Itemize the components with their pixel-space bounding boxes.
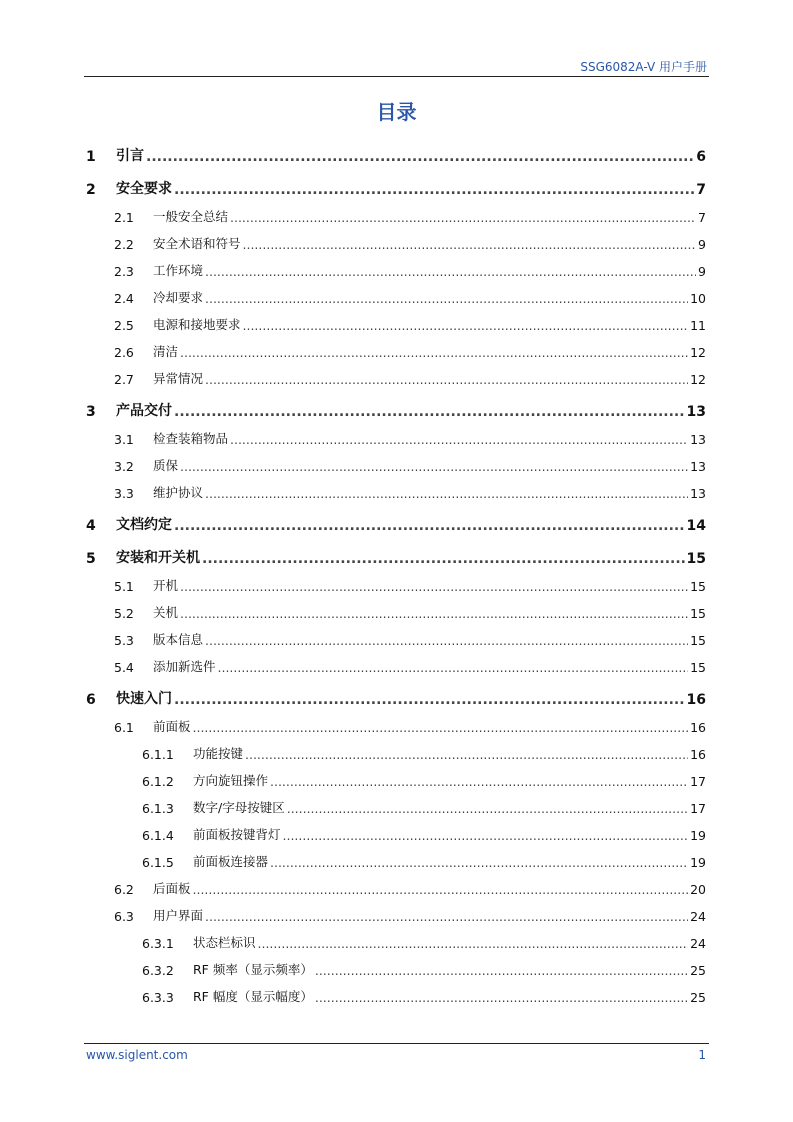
toc-entry-page: 12 <box>690 372 706 387</box>
toc-entry-page: 15 <box>690 606 706 621</box>
toc-dot-leader <box>218 660 689 675</box>
toc-entry-page: 19 <box>690 855 706 870</box>
toc-dot-leader <box>205 633 688 648</box>
toc-entry-title: 产品交付 <box>116 403 172 419</box>
toc-entry[interactable] <box>86 541 706 567</box>
toc-dot-leader <box>315 963 688 978</box>
toc-entry-number: 6.3.3 <box>142 990 174 1005</box>
toc-entry-page: 15 <box>686 551 706 567</box>
toc-entry-page: 13 <box>690 459 706 474</box>
toc-entry-number: 6.3.1 <box>142 936 174 951</box>
toc-entry-page: 16 <box>690 747 706 762</box>
toc-entry[interactable] <box>86 475 706 501</box>
toc-entry-page: 17 <box>690 801 706 816</box>
toc-dot-leader <box>230 210 696 225</box>
toc-entry[interactable] <box>86 226 706 252</box>
toc-entry-title: 异常情况 <box>153 371 204 386</box>
toc-entry[interactable] <box>86 172 706 198</box>
toc-entry-page: 13 <box>690 432 706 447</box>
toc-entry-page: 13 <box>690 486 706 501</box>
toc-entry[interactable] <box>86 199 706 225</box>
toc-entry-title: 前面板按键背灯 <box>193 827 281 842</box>
toc-entry-title: 方向旋钮操作 <box>193 773 269 788</box>
toc-dot-leader <box>230 432 688 447</box>
toc-entry[interactable] <box>86 253 706 279</box>
toc-entry-number: 2.3 <box>114 264 134 279</box>
header-divider <box>84 76 709 77</box>
toc-entry-number: 2.2 <box>114 237 134 252</box>
toc-entry-number: 6.1 <box>114 720 134 735</box>
toc-entry[interactable] <box>86 682 706 708</box>
toc-entry-number: 4 <box>86 518 96 534</box>
toc-dot-leader <box>205 264 696 279</box>
toc-dot-leader <box>205 486 688 501</box>
toc-entry-page: 10 <box>690 291 706 306</box>
toc-dot-leader <box>243 237 697 252</box>
toc-entry-page: 17 <box>690 774 706 789</box>
toc-entry-number: 3.1 <box>114 432 134 447</box>
toc-entry-number: 6.1.2 <box>142 774 174 789</box>
toc-entry-title: 维护协议 <box>153 485 204 500</box>
toc-entry-title: 安全术语和符号 <box>153 236 241 251</box>
toc-entry-page: 24 <box>690 909 706 924</box>
toc-dot-leader <box>146 149 694 165</box>
toc-dot-leader <box>180 579 688 594</box>
toc-entry-title: 快速入门 <box>116 691 172 707</box>
toc-entry-number: 3.2 <box>114 459 134 474</box>
toc-dot-leader <box>205 372 688 387</box>
toc-entry-title: 检查装箱物品 <box>153 431 229 446</box>
table-of-contents <box>86 132 706 1005</box>
toc-entry-title: 质保 <box>153 458 179 473</box>
toc-entry[interactable] <box>86 979 706 1005</box>
running-header: SSG6082A-V 用户手册 <box>580 60 707 74</box>
toc-entry-number: 6.3.2 <box>142 963 174 978</box>
toc-entry[interactable] <box>86 763 706 789</box>
toc-title: 目录 <box>376 100 417 124</box>
toc-entry-title: 文档约定 <box>116 517 172 533</box>
toc-entry[interactable] <box>86 898 706 924</box>
toc-entry[interactable] <box>86 568 706 594</box>
toc-entry-page: 15 <box>690 579 706 594</box>
toc-entry-page: 11 <box>690 318 706 333</box>
toc-entry-number: 6.1.5 <box>142 855 174 870</box>
toc-entry[interactable] <box>86 817 706 843</box>
toc-entry-number: 6.1.4 <box>142 828 174 843</box>
toc-entry-number: 6 <box>86 692 96 708</box>
toc-entry-title: 状态栏标识 <box>193 935 256 950</box>
toc-entry-number: 5.4 <box>114 660 134 675</box>
toc-dot-leader <box>283 828 689 843</box>
toc-entry[interactable] <box>86 280 706 306</box>
toc-entry-title: 一般安全总结 <box>153 209 229 224</box>
toc-dot-leader <box>315 990 688 1005</box>
toc-entry-page: 13 <box>686 404 706 420</box>
toc-entry-number: 2.4 <box>114 291 134 306</box>
toc-entry[interactable] <box>86 307 706 333</box>
toc-entry-page: 14 <box>686 518 706 534</box>
toc-dot-leader <box>245 747 688 762</box>
toc-entry-title: 数字/字母按键区 <box>193 800 285 815</box>
toc-entry-number: 3 <box>86 404 96 420</box>
toc-entry-page: 16 <box>690 720 706 735</box>
toc-entry-page: 24 <box>690 936 706 951</box>
toc-entry[interactable] <box>86 709 706 735</box>
toc-dot-leader <box>174 182 694 198</box>
toc-dot-leader <box>258 936 689 951</box>
toc-dot-leader <box>287 801 688 816</box>
toc-entry-number: 2.5 <box>114 318 134 333</box>
toc-entry-title: RF 幅度（显示幅度） <box>193 989 313 1004</box>
toc-entry[interactable] <box>86 139 706 165</box>
toc-entry-title: RF 频率（显示频率） <box>193 962 313 977</box>
toc-entry-title: 安全要求 <box>116 181 172 197</box>
toc-entry[interactable] <box>86 361 706 387</box>
toc-entry-number: 5.3 <box>114 633 134 648</box>
toc-entry-page: 19 <box>690 828 706 843</box>
toc-entry-page: 25 <box>690 963 706 978</box>
toc-entry-title: 后面板 <box>153 881 191 896</box>
toc-entry[interactable] <box>86 790 706 816</box>
toc-entry-page: 7 <box>696 182 706 198</box>
toc-entry-page: 9 <box>698 237 706 252</box>
toc-dot-leader <box>180 606 688 621</box>
toc-entry-number: 6.1.1 <box>142 747 174 762</box>
toc-entry[interactable] <box>86 622 706 648</box>
toc-entry-page: 6 <box>696 149 706 165</box>
toc-entry-title: 工作环境 <box>153 263 204 278</box>
toc-entry[interactable] <box>86 421 706 447</box>
toc-entry-number: 6.3 <box>114 909 134 924</box>
footer-page-number: 1 <box>698 1048 706 1062</box>
toc-entry-page: 7 <box>698 210 706 225</box>
toc-entry-title: 添加新选件 <box>153 659 216 674</box>
toc-entry[interactable] <box>86 844 706 870</box>
toc-entry-number: 6.2 <box>114 882 134 897</box>
toc-entry-title: 引言 <box>116 148 144 164</box>
toc-entry-number: 6.1.3 <box>142 801 174 816</box>
toc-entry-number: 5 <box>86 551 96 567</box>
toc-entry-title: 版本信息 <box>153 632 204 647</box>
toc-entry-page: 20 <box>690 882 706 897</box>
toc-entry-page: 25 <box>690 990 706 1005</box>
toc-dot-leader <box>180 345 688 360</box>
toc-dot-leader <box>202 551 685 567</box>
toc-dot-leader <box>270 774 688 789</box>
toc-entry[interactable] <box>86 649 706 675</box>
toc-dot-leader <box>174 518 685 534</box>
toc-entry[interactable] <box>86 334 706 360</box>
toc-entry-number: 2 <box>86 182 96 198</box>
toc-entry-title: 前面板 <box>153 719 191 734</box>
toc-entry-page: 16 <box>686 692 706 708</box>
toc-entry-number: 2.7 <box>114 372 134 387</box>
toc-entry-title: 前面板连接器 <box>193 854 269 869</box>
toc-entry-page: 12 <box>690 345 706 360</box>
toc-entry-number: 2.6 <box>114 345 134 360</box>
toc-entry-title: 清洁 <box>153 344 179 359</box>
toc-entry[interactable] <box>86 595 706 621</box>
toc-entry-number: 5.1 <box>114 579 134 594</box>
toc-entry-title: 安装和开关机 <box>116 550 200 566</box>
toc-dot-leader <box>174 404 685 420</box>
toc-entry-title: 用户界面 <box>153 908 204 923</box>
toc-dot-leader <box>180 459 688 474</box>
toc-entry[interactable] <box>86 952 706 978</box>
toc-entry-number: 1 <box>86 149 96 165</box>
toc-entry-number: 3.3 <box>114 486 134 501</box>
toc-entry-title: 关机 <box>153 605 179 620</box>
toc-entry[interactable] <box>86 394 706 420</box>
toc-dot-leader <box>193 882 689 897</box>
footer-url[interactable]: www.siglent.com <box>86 1048 188 1062</box>
toc-dot-leader <box>174 692 685 708</box>
toc-entry-page: 9 <box>698 264 706 279</box>
toc-dot-leader <box>193 720 689 735</box>
toc-dot-leader <box>205 291 688 306</box>
toc-entry[interactable] <box>86 448 706 474</box>
footer-divider <box>84 1043 709 1044</box>
toc-entry-number: 2.1 <box>114 210 134 225</box>
toc-entry[interactable] <box>86 871 706 897</box>
toc-entry-title: 电源和接地要求 <box>153 317 241 332</box>
toc-entry-page: 15 <box>690 660 706 675</box>
toc-entry-title: 冷却要求 <box>153 290 204 305</box>
toc-entry[interactable] <box>86 736 706 762</box>
toc-entry[interactable] <box>86 508 706 534</box>
toc-dot-leader <box>205 909 688 924</box>
toc-dot-leader <box>243 318 689 333</box>
toc-entry-title: 功能按键 <box>193 746 244 761</box>
toc-entry-number: 5.2 <box>114 606 134 621</box>
toc-entry-page: 15 <box>690 633 706 648</box>
toc-dot-leader <box>270 855 688 870</box>
toc-entry[interactable] <box>86 925 706 951</box>
toc-entry-title: 开机 <box>153 578 179 593</box>
